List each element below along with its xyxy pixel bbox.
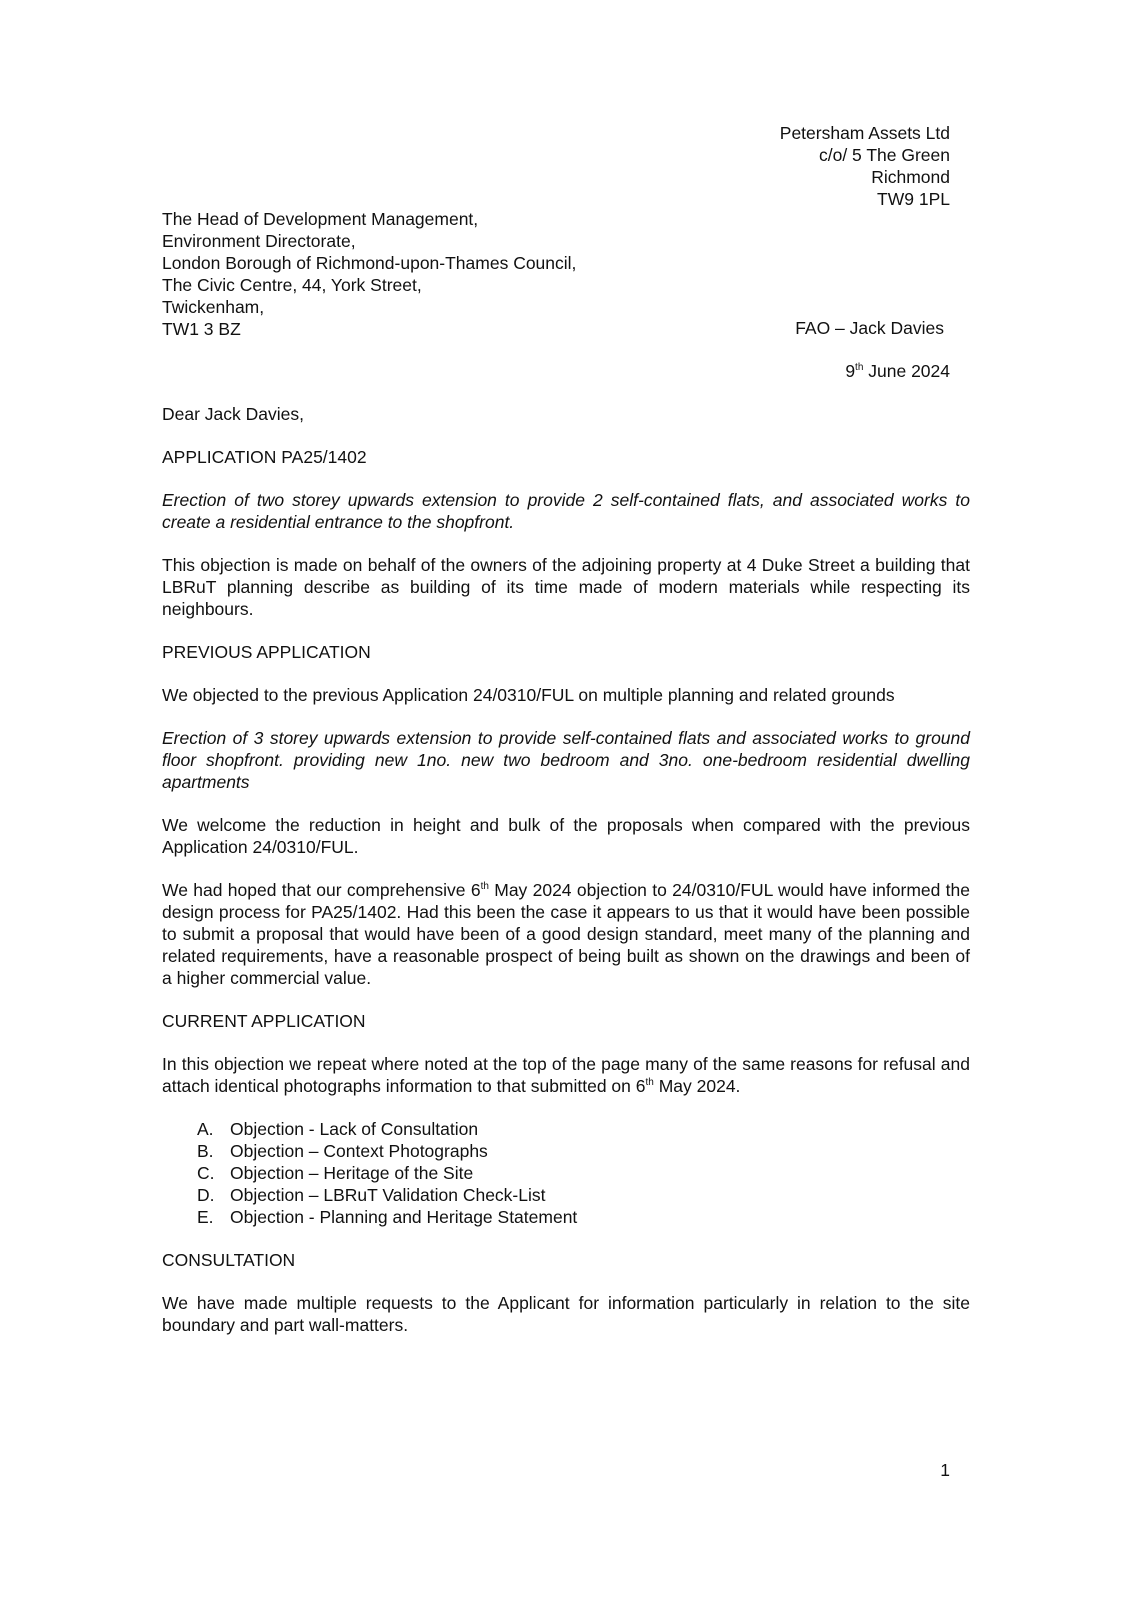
sender-line: c/o/ 5 The Green — [818, 145, 950, 165]
recipient-line: The Head of Development Management, — [162, 209, 479, 229]
consultation-heading: CONSULTATION — [162, 1250, 296, 1270]
recipient-line: London Borough of Richmond-upon-Thames Council, — [162, 253, 577, 273]
current-paragraph — [162, 1053, 970, 1097]
hoped-text-part2: May 2024 objection to 24/0310/FUL would have informed the design process for PA25/1402. Had this been the case it appears to us that it would have been possible to submit a proposal that would have been of a good design standard, meet many of the planning and related requirements, have a reasonable prospect of being built as shown on the drawings and been of a higher commercial value. — [162, 880, 971, 988]
sender-address — [780, 122, 950, 210]
list-item-text: Objection – LBRuT Validation Check-List — [230, 1185, 546, 1205]
sender-line: TW9 1PL — [877, 189, 950, 209]
recipient-line: Twickenham, — [162, 297, 265, 317]
recipient-address — [162, 208, 576, 340]
list-item-letter: B. — [197, 1141, 214, 1161]
list-item-text: Objection - Planning and Heritage Statement — [230, 1207, 578, 1227]
objection-intro: This objection is made on behalf of the owners of the adjoining property at 4 Duke Street a building that LBRuT planning describe as building of its time made of modern materials while respecting its neighbours. — [162, 555, 970, 619]
list-item-text: Objection - Lack of Consultation — [230, 1119, 479, 1139]
list-item — [197, 1162, 970, 1184]
salutation: Dear Jack Davies, — [162, 404, 304, 424]
letter-body — [162, 403, 970, 1357]
recipient-line: The Civic Centre, 44, York Street, — [162, 275, 422, 295]
list-item — [197, 1206, 970, 1228]
list-item — [197, 1140, 970, 1162]
previous-application-heading: PREVIOUS APPLICATION — [162, 642, 371, 662]
hoped-superscript: th — [480, 881, 489, 892]
letter-date — [845, 360, 950, 382]
list-item-text: Objection – Context Photographs — [230, 1141, 488, 1161]
sender-line: Petersham Assets Ltd — [779, 123, 950, 143]
consultation-paragraph: We have made multiple requests to the Applicant for information particularly in relation to the site boundary and part wall-matters. — [162, 1293, 970, 1335]
list-item-letter: C. — [197, 1163, 215, 1183]
hoped-text-part1: We had hoped that our comprehensive 6 — [162, 880, 481, 900]
recipient-line: TW1 3 BZ — [162, 319, 241, 339]
fao-line: FAO – Jack Davies — [795, 318, 944, 338]
objection-list — [162, 1118, 970, 1228]
application-description: Erection of two storey upwards extension to provide 2 self-contained flats, and associated works to create a residential entrance to the shopfront. — [162, 490, 970, 532]
application-heading: APPLICATION PA25/1402 — [162, 447, 367, 467]
sender-line: Richmond — [871, 167, 950, 187]
date-suffix: th — [855, 362, 864, 373]
list-item-text: Objection – Heritage of the Site — [230, 1163, 474, 1183]
list-item — [197, 1184, 970, 1206]
current-text-part1: In this objection we repeat where noted at the top of the page many of the same reasons for refusal and attach identical photographs information to that submitted on 6 — [162, 1054, 970, 1096]
previous-objection-text: We objected to the previous Application 24/0310/FUL on multiple planning and related grounds — [162, 685, 895, 705]
welcome-paragraph: We welcome the reduction in height and bulk of the proposals when compared with the previous Application 24/0310/FUL. — [162, 815, 970, 857]
date-rest: June 2024 — [863, 361, 950, 381]
list-item-letter: E. — [197, 1207, 214, 1227]
current-superscript: th — [645, 1077, 654, 1088]
list-item-letter: A. — [197, 1119, 214, 1139]
hoped-paragraph — [162, 879, 970, 989]
current-application-heading: CURRENT APPLICATION — [162, 1011, 366, 1031]
page-number: 1 — [940, 1460, 950, 1480]
date-day: 9 — [845, 361, 856, 381]
previous-application-description: Erection of 3 storey upwards extension to provide self-contained flats and associated works to ground floor shopfront. providing new 1no. new two bedroom and 3no. one-bedroom residential dwelling apartments — [162, 728, 970, 792]
list-item — [197, 1118, 970, 1140]
current-text-part2: May 2024. — [653, 1076, 741, 1096]
recipient-line: Environment Directorate, — [162, 231, 356, 251]
list-item-letter: D. — [197, 1185, 215, 1205]
